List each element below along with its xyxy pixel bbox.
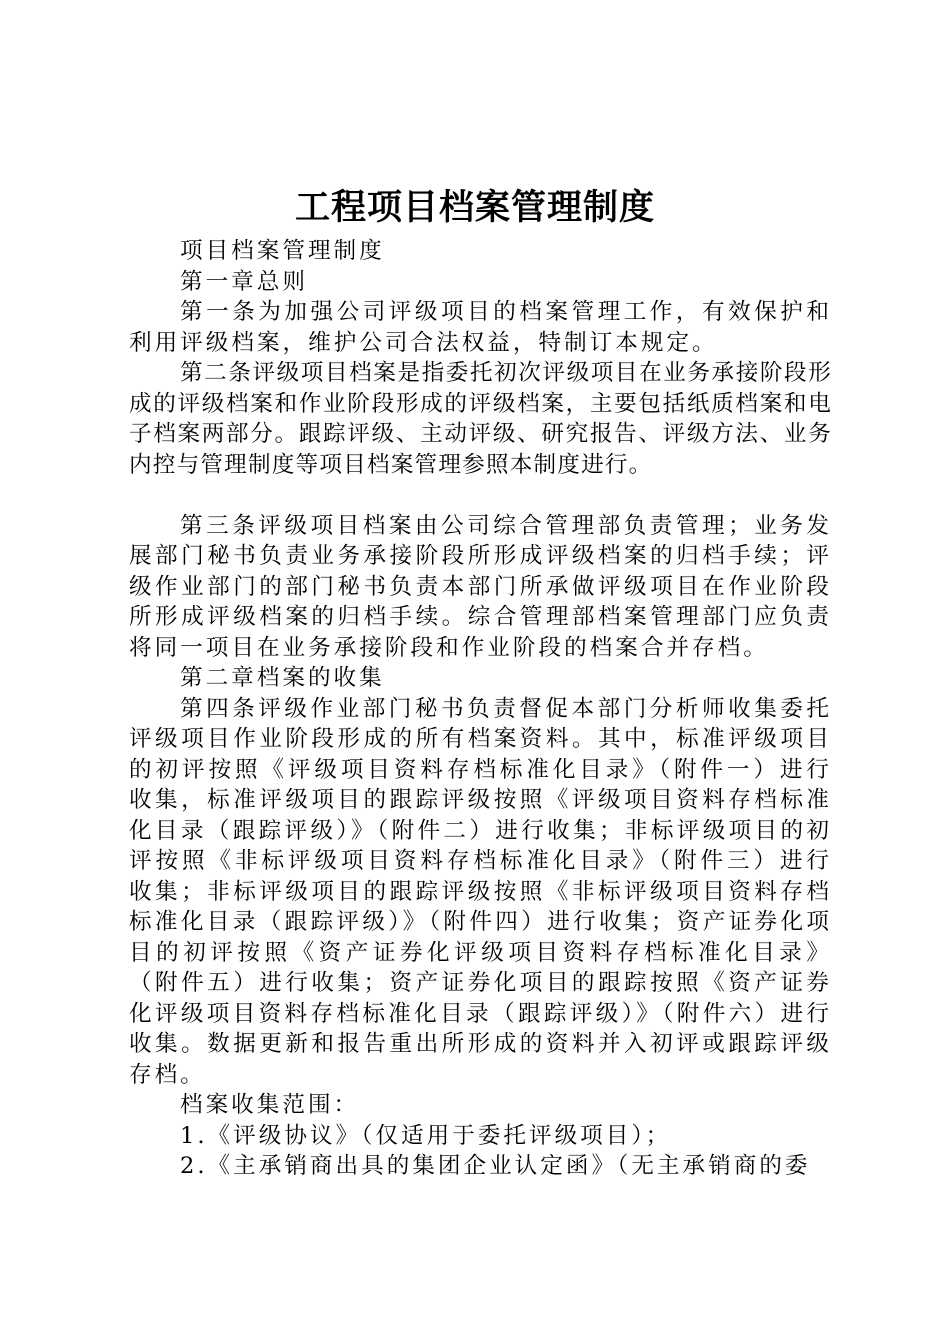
document-body bbox=[129, 236, 832, 1182]
document-title: 工程项目档案管理制度 bbox=[294, 188, 655, 228]
paragraph-subtitle: 项目档案管理制度 bbox=[180, 238, 385, 264]
article-paragraph: 第一条为加强公司评级项目的档案管理工作，有效保护和利用评级档案，维护公司合法权益，特制订本规定。 bbox=[129, 299, 832, 356]
list-heading: 档案收集范围： bbox=[180, 1092, 360, 1118]
chapter-heading: 第一章总则 bbox=[180, 268, 308, 295]
chapter-heading: 第二章档案的收集 bbox=[180, 665, 385, 691]
article-paragraph: 第三条评级项目档案由公司综合管理部负责管理；业务发展部门秘书负责业务承接阶段所形成评级档案的归档手续；评级作业部门的部门秘书负责本部门所承做评级项目在作业阶段所形成评级档案的归档手续。综合管理部档案管理部门应负责将同一项目在业务承接阶段和作业阶段的档案合并存档。 bbox=[129, 512, 832, 661]
article-paragraph: 第二条评级项目档案是指委托初次评级项目在业务承接阶段形成的评级档案和作业阶段形成的评级档案，主要包括纸质档案和电子档案两部分。跟踪评级、主动评级、研究报告、评级方法、业务内控与管理制度等项目档案管理参照本制度进行。 bbox=[129, 360, 832, 478]
list-item: 1.《评级协议》（仅适用于委托评级项目）； bbox=[180, 1122, 672, 1149]
paragraph-gap bbox=[129, 480, 832, 511]
list-item: 2.《主承销商出具的集团企业认定函》（无主承销商的委 bbox=[180, 1153, 811, 1179]
article-paragraph: 第四条评级作业部门秘书负责督促本部门分析师收集委托评级项目作业阶段形成的所有档案资料。其中，标准评级项目的初评按照《评级项目资料存档标准化目录》（附件一）进行收集，标准评级项目的跟踪评级按照《评级项目资料存档标准化目录（跟踪评级）》（附件二）进行收集；非标评级项目的初评按照《非标评级项目资料存档标准化目录》（附件三）进行收集；非标评级项目的跟踪评级按照《非标评级项目资料存档标准化目录（跟踪评级）》（附件四）进行收集；资产证券化项目的初评按照《资产证券化评级项目资料存档标准化目录》（附件五）进行收集；资产证券化项目的跟踪按照《资产证券化评级项目资料存档标准化目录（跟踪评级）》（附件六）进行收集。数据更新和报告重出所形成的资料并入初评或跟踪评级存档。 bbox=[129, 695, 832, 1088]
